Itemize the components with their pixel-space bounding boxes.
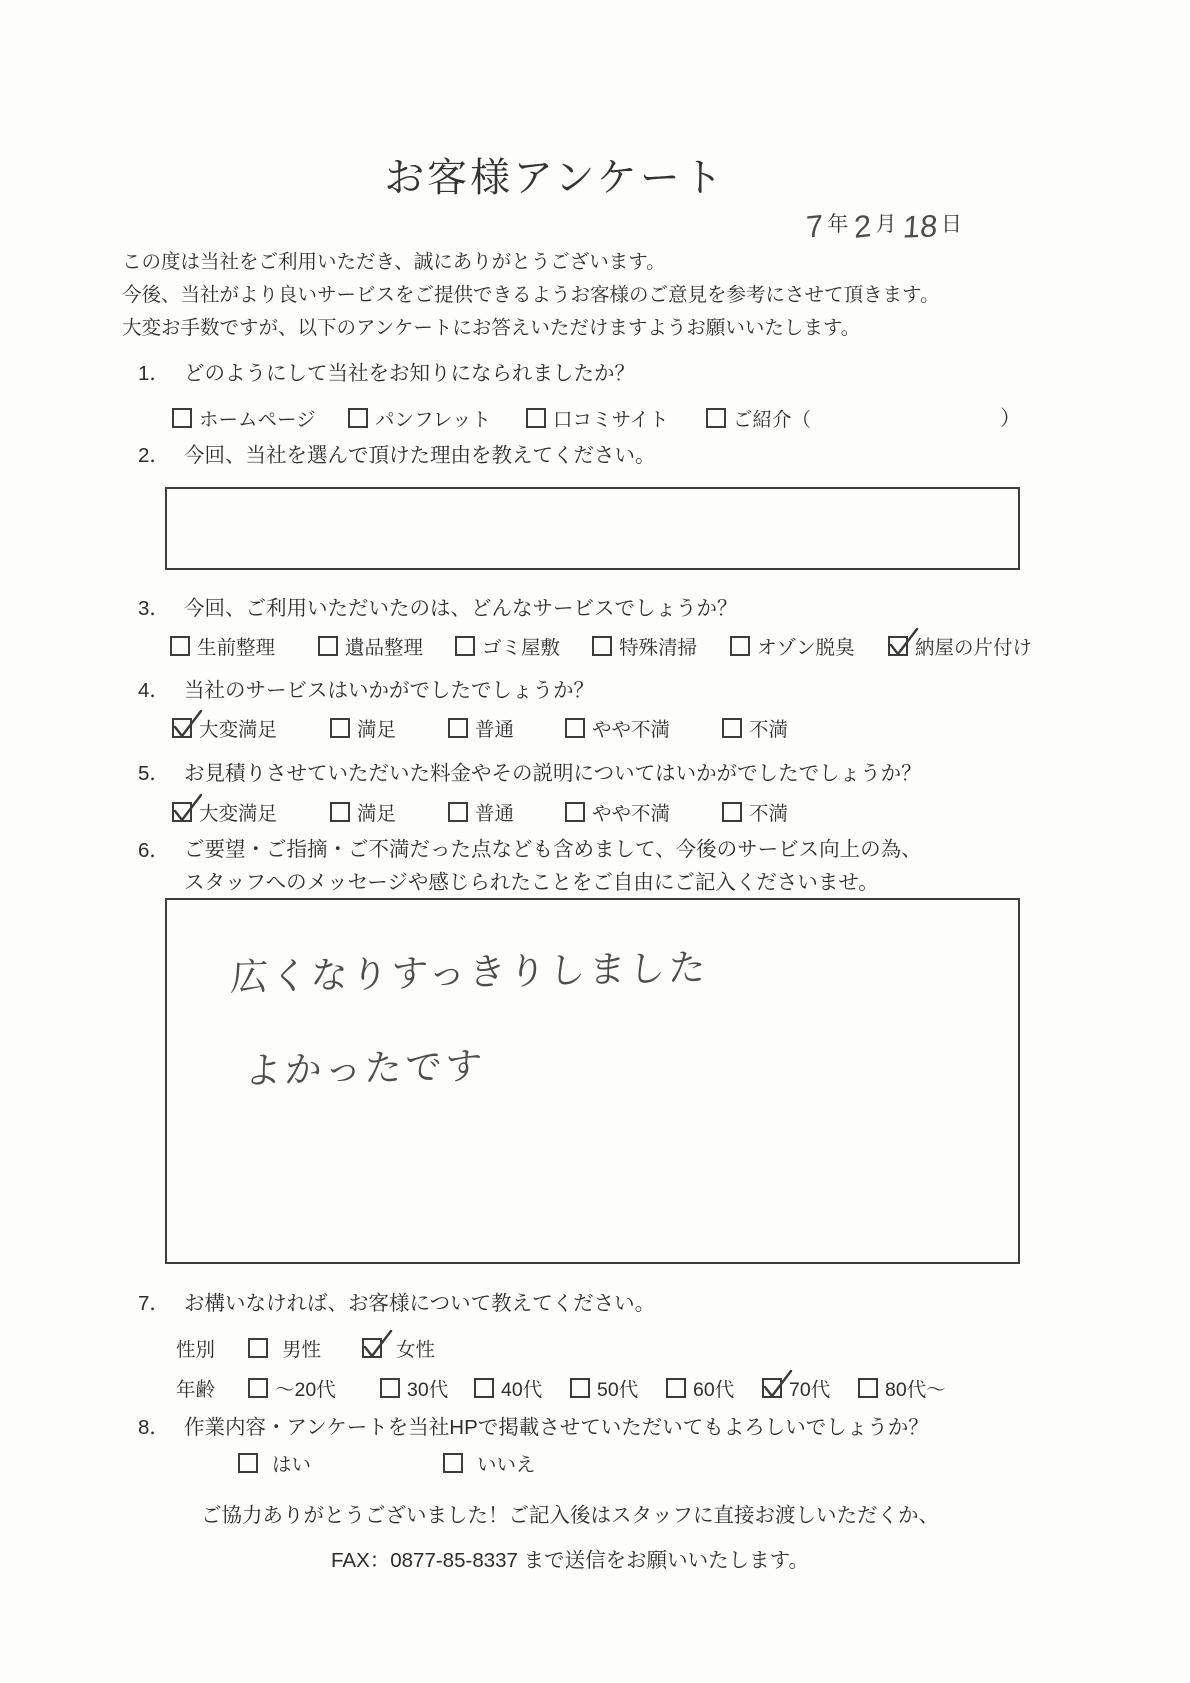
date-day-unit: 日	[940, 213, 962, 236]
option-label: 生前整理	[197, 637, 276, 659]
check-mark-icon	[170, 791, 204, 825]
check-mark-icon	[360, 1327, 394, 1361]
checkbox[interactable]	[362, 1338, 382, 1358]
checkbox[interactable]	[172, 408, 192, 428]
reason-answer-box[interactable]	[165, 487, 1020, 570]
date-year-value: 7	[805, 208, 824, 245]
checkbox[interactable]	[248, 1338, 268, 1358]
checkbox[interactable]	[238, 1453, 258, 1473]
checkbox[interactable]	[455, 636, 475, 656]
option-satisfied[interactable]	[330, 714, 396, 742]
question-6-text	[184, 833, 922, 899]
date-month-unit: 月	[875, 213, 897, 236]
option-naya-katazuke[interactable]	[888, 632, 1032, 660]
intro-line: この度は当社をご利用いただき、誠にありがとうございます。	[122, 251, 666, 273]
question-2-number: 2．	[138, 444, 170, 467]
age-label: 年齢	[176, 1379, 216, 1401]
checkbox[interactable]	[888, 636, 908, 656]
page-title: お客様アンケート	[384, 156, 726, 200]
checkbox[interactable]	[526, 408, 546, 428]
option-label: 満足	[357, 803, 397, 825]
referral-paren-close: ）	[1000, 407, 1021, 430]
option-label: 不満	[749, 803, 789, 825]
option-label: 70代	[789, 1379, 831, 1401]
option-label: パンフレット	[375, 409, 492, 431]
option-label: やや不満	[592, 803, 671, 825]
option-review-site[interactable]	[526, 404, 669, 432]
checkbox[interactable]	[330, 802, 350, 822]
option-homepage[interactable]	[172, 404, 316, 432]
option-age-30s[interactable]	[380, 1374, 448, 1402]
option-label: はい	[272, 1454, 312, 1476]
option-label: 80代～	[885, 1379, 946, 1401]
option-label: 男性	[282, 1339, 322, 1361]
checkbox[interactable]	[762, 1378, 782, 1398]
option-somewhat-dissatisfied[interactable]	[565, 714, 670, 742]
checkbox[interactable]	[348, 408, 368, 428]
question-4-heading	[138, 673, 594, 703]
question-4-options	[0, 714, 1190, 740]
option-label: 不満	[749, 719, 789, 741]
free-comment-box[interactable]	[165, 898, 1020, 1264]
option-label: 遺品整理	[345, 637, 424, 659]
question-1-text: どのようにして当社をお知りになられましたか？	[184, 362, 635, 385]
intro-line: 大変お手数ですが、以下のアンケートにお答えいただけますようお願いいたします。	[122, 317, 861, 339]
handwritten-comment-line: 広くなりすっきりしました	[229, 946, 710, 999]
option-yes[interactable]	[238, 1449, 311, 1477]
checkbox[interactable]	[380, 1378, 400, 1398]
checkbox[interactable]	[858, 1378, 878, 1398]
question-1-heading	[138, 356, 635, 386]
option-label: 50代	[597, 1379, 639, 1401]
gender-label: 性別	[176, 1339, 216, 1361]
question-7-text: お構いなければ、お客様について教えてください。	[184, 1292, 656, 1315]
question-4-number: 4．	[138, 679, 170, 702]
intro-line: 今後、当社がより良いサービスをご提供できるようお客様のご意見を参考にさせて頂きます。	[122, 284, 940, 306]
gender-row	[0, 1334, 1190, 1360]
option-age-70s[interactable]	[762, 1374, 830, 1402]
checkbox[interactable]	[666, 1378, 686, 1398]
question-8-heading	[138, 1410, 929, 1440]
checkbox[interactable]	[730, 636, 750, 656]
question-2-text: 今回、当社を選んで頂けた理由を教えてください。	[184, 444, 656, 467]
option-tokushu-seisou[interactable]	[592, 632, 697, 660]
option-male[interactable]	[248, 1334, 321, 1362]
date-day-value: 18	[901, 208, 939, 245]
option-label: 納屋の片付け	[915, 637, 1033, 659]
checkbox[interactable]	[172, 718, 192, 738]
option-age-60s[interactable]	[666, 1374, 734, 1402]
question-6-heading	[138, 833, 922, 899]
option-pamphlet[interactable]	[348, 404, 491, 432]
option-label: 大変満足	[199, 803, 278, 825]
question-6-text-line: スタッフへのメッセージや感じられたことをご自由にご記入くださいませ。	[184, 871, 879, 894]
question-8-text: 作業内容・アンケートを当社HPで掲載させていただいてもよろしいでしょうか？	[184, 1416, 929, 1439]
option-label: 特殊清掃	[619, 637, 698, 659]
option-dissatisfied[interactable]	[722, 714, 788, 742]
checkbox[interactable]	[443, 1453, 463, 1473]
check-mark-icon	[886, 625, 920, 659]
option-female[interactable]	[362, 1334, 435, 1362]
option-age-50s[interactable]	[570, 1374, 638, 1402]
checkbox[interactable]	[565, 718, 585, 738]
option-label: 40代	[501, 1379, 543, 1401]
option-ozone-dasshu[interactable]	[730, 632, 855, 660]
question-5-heading	[138, 756, 922, 786]
date-field[interactable]	[805, 208, 964, 245]
option-ihin-seiri[interactable]	[318, 632, 423, 660]
option-label: ～20代	[275, 1379, 336, 1401]
option-very-satisfied[interactable]	[172, 798, 277, 826]
intro-paragraph	[122, 246, 939, 345]
checkbox[interactable]	[248, 1378, 268, 1398]
option-label: ホームページ	[199, 409, 316, 431]
option-neutral[interactable]	[448, 714, 514, 742]
option-neutral[interactable]	[448, 798, 514, 826]
checkbox[interactable]	[706, 408, 726, 428]
question-5-text: お見積りさせていただいた料金やその説明についてはいかがでしたでしょうか？	[184, 762, 922, 785]
option-label: ご紹介（	[733, 409, 812, 431]
option-seizen-seiri[interactable]	[170, 632, 275, 660]
question-4-text: 当社のサービスはいかがでしたでしょうか？	[184, 679, 594, 702]
question-6-text-line: ご要望・ご指摘・ご不満だった点なども含めまして、今後のサービス向上の為、	[184, 838, 922, 861]
option-referral[interactable]	[706, 404, 979, 432]
option-label: 普通	[475, 719, 515, 741]
option-no[interactable]	[443, 1449, 536, 1477]
question-6-number: 6．	[138, 839, 170, 862]
option-very-satisfied[interactable]	[172, 714, 277, 742]
question-7-heading	[138, 1286, 655, 1316]
checkbox[interactable]	[448, 718, 468, 738]
option-label: 30代	[407, 1379, 449, 1401]
question-8-number: 8．	[138, 1416, 170, 1439]
footer-thanks-line: ご協力ありがとうございました！ご記入後はスタッフに直接お渡しいただくか、	[201, 1504, 939, 1527]
option-label: 普通	[475, 803, 515, 825]
option-label: 60代	[693, 1379, 735, 1401]
option-label: 満足	[357, 719, 397, 741]
option-label: 口コミサイト	[553, 409, 669, 431]
date-year-unit: 年	[827, 213, 849, 236]
date-month-value: 2	[853, 208, 873, 245]
option-somewhat-dissatisfied[interactable]	[565, 798, 670, 826]
footer-fax-line: FAX：0877-85-8337 まで送信をお願いいたします。	[331, 1549, 809, 1572]
checkbox[interactable]	[570, 1378, 590, 1398]
question-7-number: 7．	[138, 1292, 170, 1315]
option-age-80s[interactable]	[858, 1374, 946, 1402]
option-label: ゴミ屋敷	[482, 637, 561, 659]
checkbox[interactable]	[722, 802, 742, 822]
checkbox[interactable]	[565, 802, 585, 822]
checkbox[interactable]	[592, 636, 612, 656]
option-age-20s[interactable]	[248, 1374, 336, 1402]
checkbox[interactable]	[722, 718, 742, 738]
question-2-heading	[138, 438, 656, 468]
checkbox[interactable]	[474, 1378, 494, 1398]
question-3-number: 3．	[138, 597, 170, 620]
question-3-text: 今回、ご利用いただいたのは、どんなサービスでしょうか？	[184, 597, 738, 620]
checkbox[interactable]	[170, 636, 190, 656]
question-1-options	[0, 404, 1190, 430]
handwritten-comment-line: よかったです	[243, 1045, 487, 1092]
option-gomi-yashiki[interactable]	[455, 632, 560, 660]
checkbox[interactable]	[448, 802, 468, 822]
age-row	[0, 1374, 1190, 1400]
question-5-options	[0, 798, 1190, 824]
option-label: 女性	[396, 1339, 436, 1361]
question-1-number: 1．	[138, 362, 170, 385]
question-5-number: 5．	[138, 762, 170, 785]
option-dissatisfied[interactable]	[722, 798, 788, 826]
option-label: オゾン脱臭	[757, 637, 855, 659]
checkbox[interactable]	[318, 636, 338, 656]
checkbox[interactable]	[172, 802, 192, 822]
option-age-40s[interactable]	[474, 1374, 542, 1402]
question-8-options	[0, 1449, 1190, 1475]
checkbox[interactable]	[330, 718, 350, 738]
check-mark-icon	[170, 707, 204, 741]
question-3-heading	[138, 591, 738, 621]
option-satisfied[interactable]	[330, 798, 396, 826]
option-label: いいえ	[477, 1454, 536, 1476]
option-label: 大変満足	[199, 719, 278, 741]
option-label: やや不満	[592, 719, 671, 741]
check-mark-icon	[760, 1367, 794, 1401]
question-3-options	[0, 632, 1190, 658]
